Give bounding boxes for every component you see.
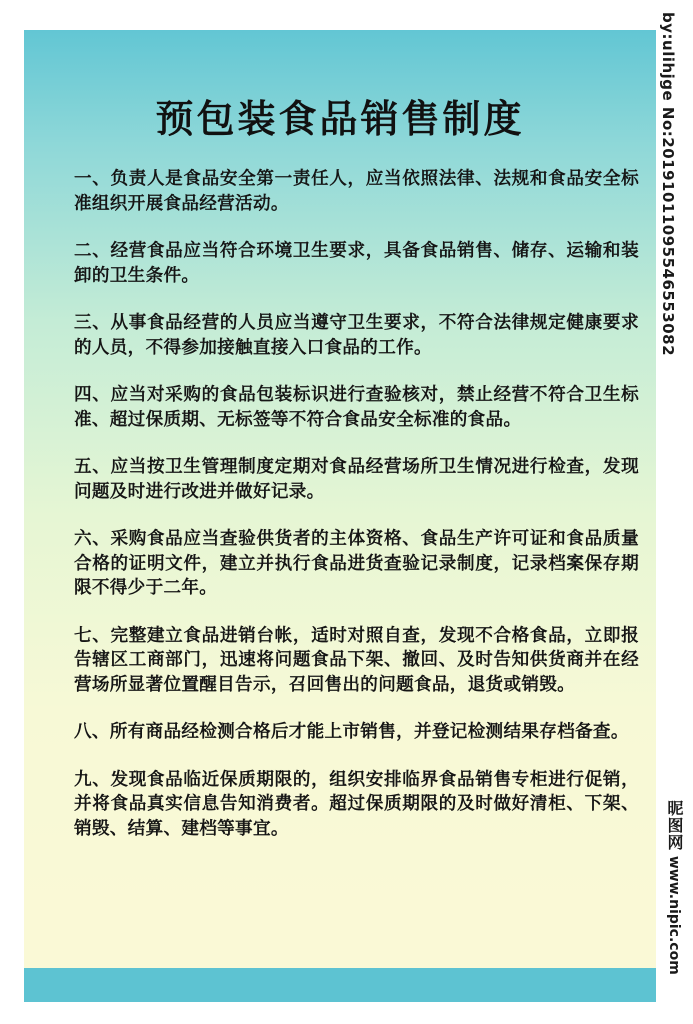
watermark-url: www.nipic.com <box>666 855 682 975</box>
rule-item: 五、应当按卫生管理制度定期对食品经营场所卫生情况进行检查，发现问题及时进行改进并做好记录。 <box>74 457 639 502</box>
notice-board <box>24 30 656 1002</box>
rule-item: 三、从事食品经营的人员应当遵守卫生要求，不符合法律规定健康要求的人员，不得参加接触直接入口食品的工作。 <box>74 313 639 358</box>
watermark-brand: 昵图网 <box>665 800 684 851</box>
rule-item: 二、经营食品应当符合环境卫生要求，具备食品销售、储存、运输和装卸的卫生条件。 <box>74 241 639 286</box>
rules-list <box>74 167 639 864</box>
watermark-id: by:ulihjge No:20191011095546553082 <box>659 12 677 357</box>
bottom-bar <box>24 968 656 1002</box>
rule-item: 一、负责人是食品安全第一责任人，应当依照法律、法规和食品安全标准组织开展食品经营活动。 <box>74 169 639 214</box>
rule-item: 八、所有商品经检测合格后才能上市销售，并登记检测结果存档备查。 <box>74 722 629 742</box>
rule-item: 六、采购食品应当查验供货者的主体资格、食品生产许可证和食品质量合格的证明文件，建立并执行食品进货查验记录制度，记录档案保存期限不得少于二年。 <box>74 529 639 598</box>
document-title: 预包装食品销售制度 <box>155 97 525 141</box>
rule-item: 四、应当对采购的食品包装标识进行查验核对，禁止经营不符合卫生标准、超过保质期、无标签等不符合食品安全标准的食品。 <box>74 385 639 430</box>
watermark-logo <box>663 800 686 975</box>
rule-item: 七、完整建立食品进销台帐，适时对照自查，发现不合格食品，立即报告辖区工商部门，迅速将问题食品下架、撤回、及时告知供货商并在经营场所显著位置醒目告示，召回售出的问题食品，退货或销毁。 <box>74 625 639 695</box>
rule-item: 九、发现食品临近保质期限的，组织安排临界食品销售专柜进行促销，并将食品真实信息告知消费者。超过保质期限的及时做好清柜、下架、销毁、结算、建档等事宜。 <box>74 769 639 839</box>
